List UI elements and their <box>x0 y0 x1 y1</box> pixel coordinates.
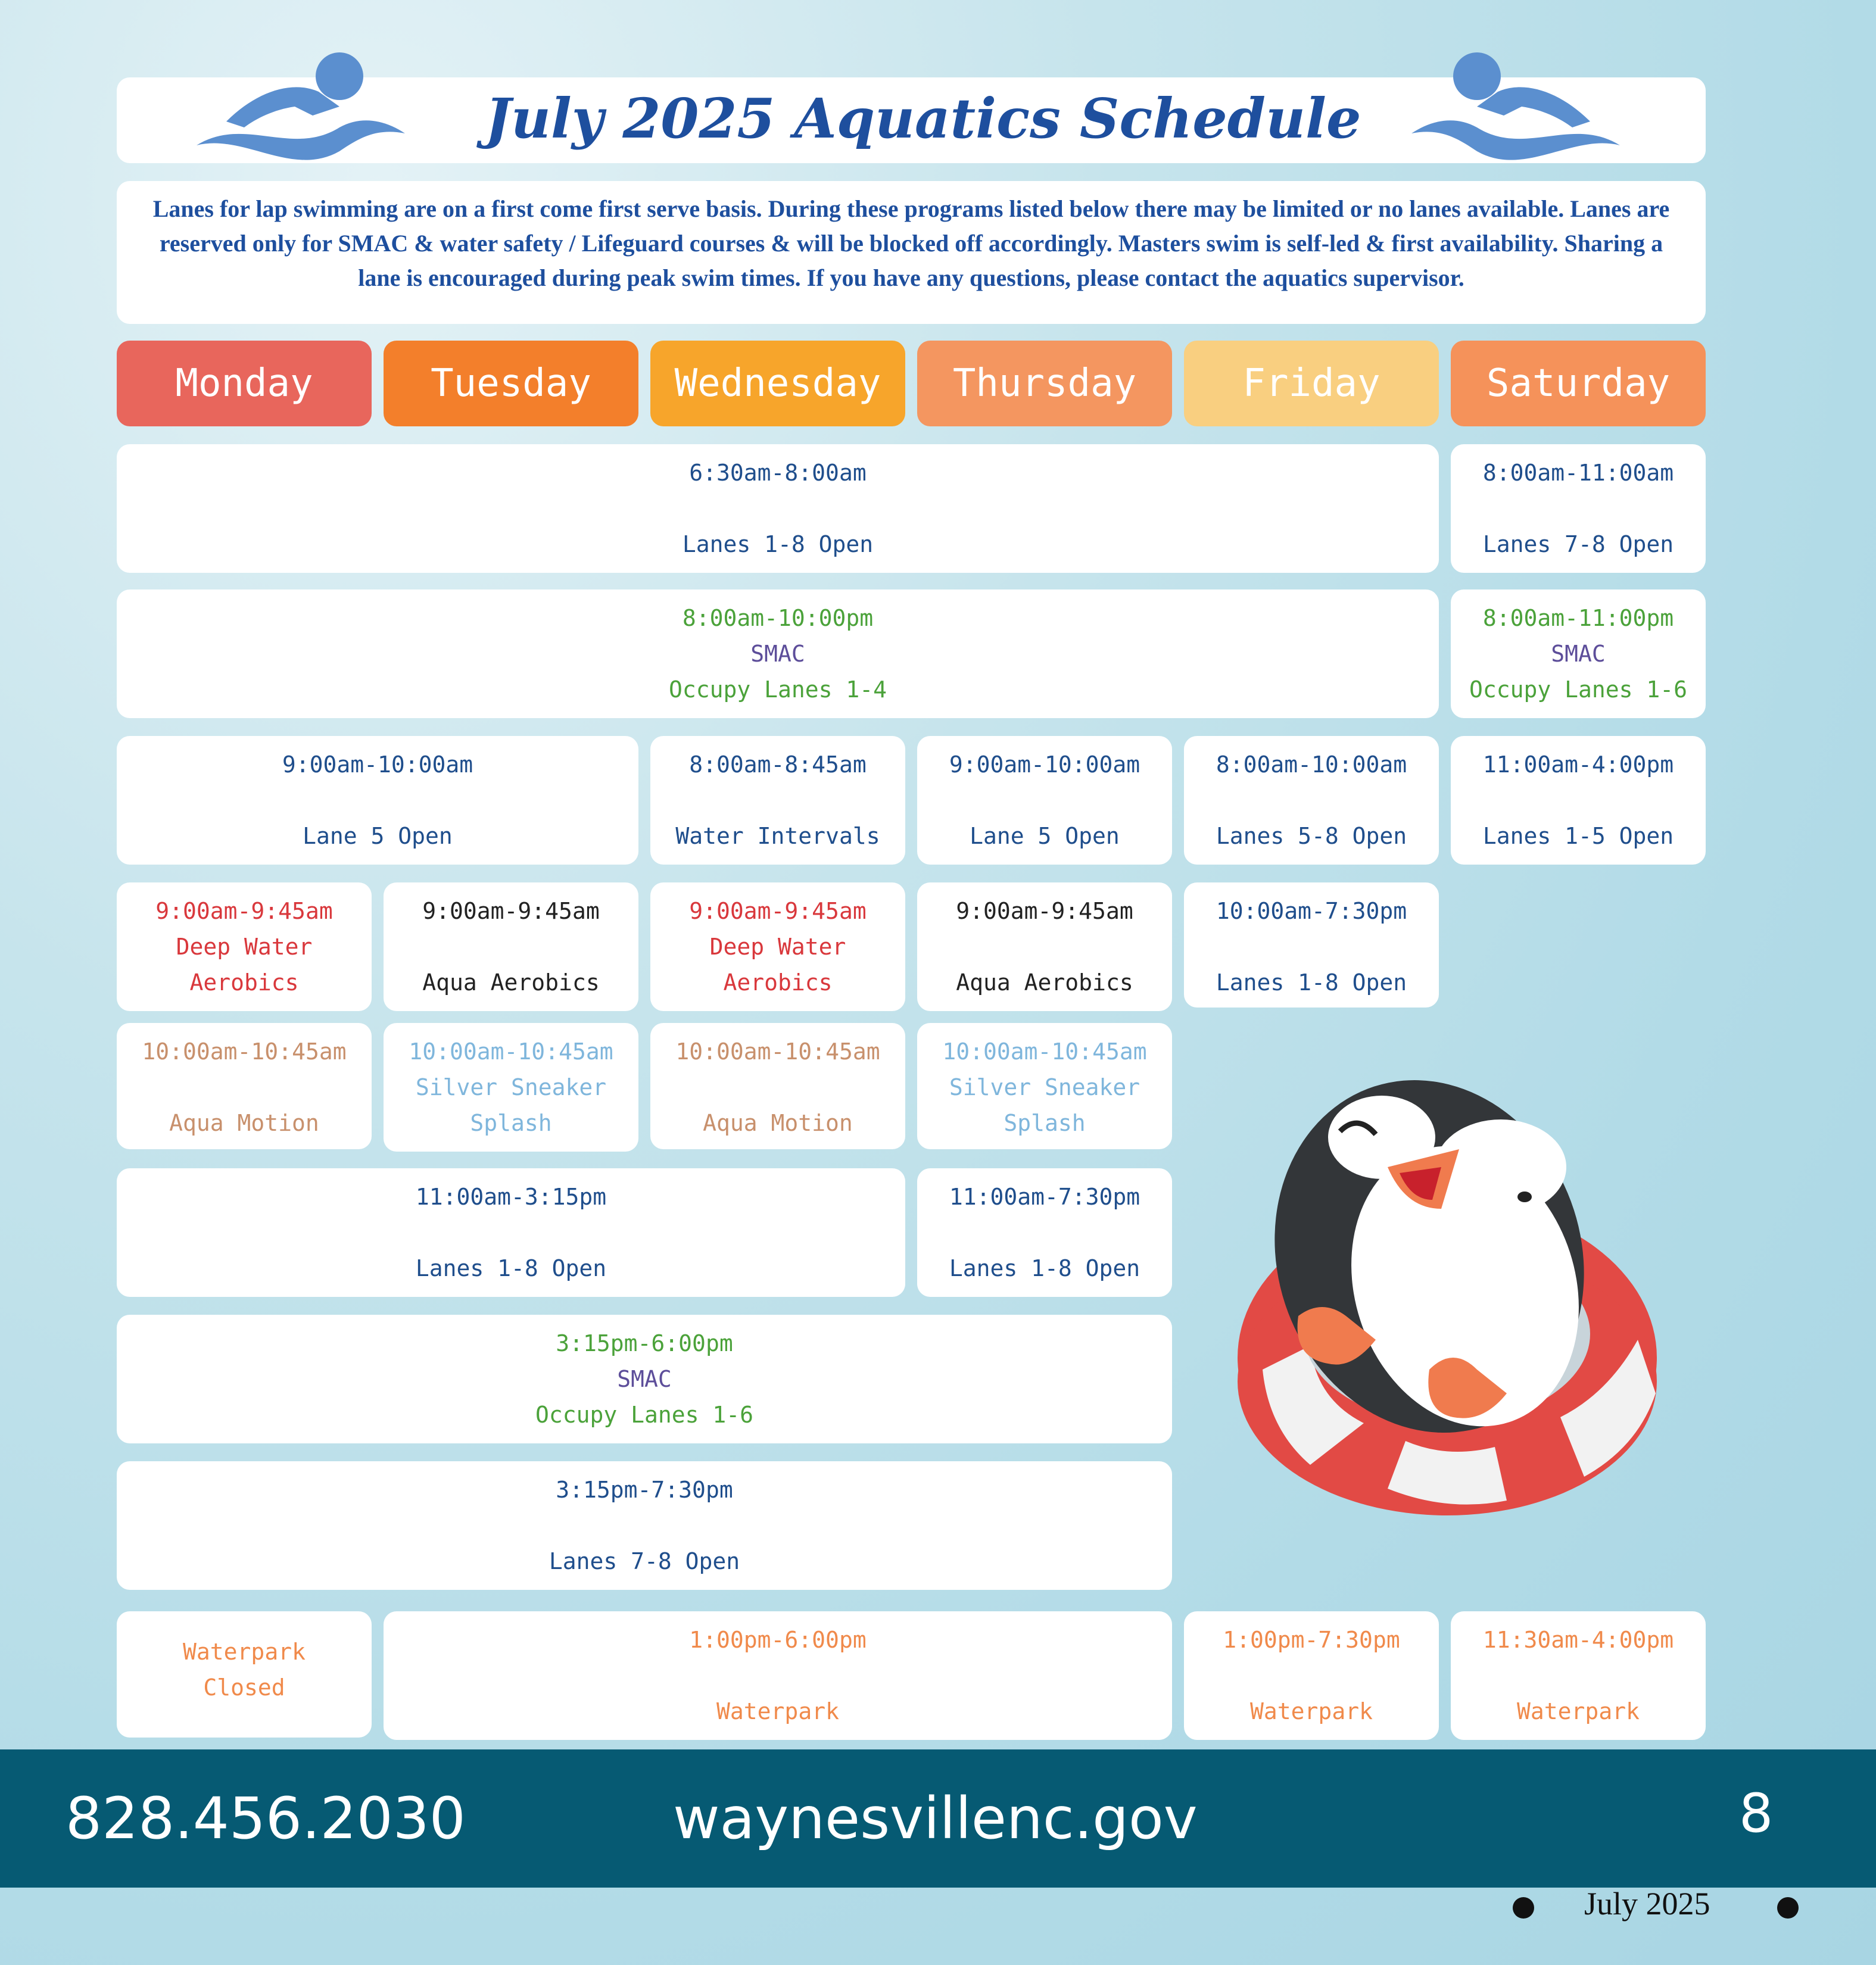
time-label: 3:15pm-6:00pm <box>556 1330 733 1356</box>
activity-label: Deep Water <box>709 934 846 960</box>
bottom-date: July 2025 <box>1584 1886 1710 1922</box>
activity-label: Waterpark <box>716 1698 839 1724</box>
schedule-card-lanes58-friday <box>1184 736 1439 865</box>
schedule-card-deep-water-wednesday <box>650 882 905 1011</box>
activity-label: Deep Water <box>176 934 313 960</box>
schedule-card-waterpark-tuethu <box>384 1611 1172 1740</box>
penguin-illustration <box>1227 1060 1679 1536</box>
bullet-dot <box>1513 1897 1534 1919</box>
schedule-card-lap-swim-saturday <box>1451 444 1706 573</box>
schedule-card-lanes18-friday <box>1184 882 1439 1008</box>
schedule-card-aqua-motion-wednesday <box>650 1023 905 1149</box>
schedule-card-waterpark-saturday <box>1451 1611 1706 1740</box>
schedule-card-smac-weekday <box>117 590 1439 718</box>
activity-label: Aqua Motion <box>703 1110 853 1136</box>
schedule-card-lanes18-thursday <box>917 1168 1172 1297</box>
activity-label: Waterpark <box>183 1639 306 1665</box>
day-header-tuesday: Tuesday <box>384 341 638 426</box>
time-label: 8:00am-8:45am <box>689 751 867 778</box>
activity-label: Lanes 1-8 Open <box>415 1255 607 1281</box>
time-label: 10:00am-10:45am <box>142 1038 347 1065</box>
schedule-card-aqua-aerobics-tuesday <box>384 882 638 1011</box>
activity-label: Aqua Aerobics <box>422 969 600 996</box>
time-label: 10:00am-7:30pm <box>1216 898 1407 924</box>
time-label: 8:00am-10:00am <box>1216 751 1407 778</box>
day-header-wednesday: Wednesday <box>650 341 905 426</box>
schedule-card-lane5-thursday <box>917 736 1172 865</box>
time-label: 1:00pm-7:30pm <box>1223 1627 1400 1653</box>
activity-label: Silver Sneaker <box>415 1074 607 1100</box>
activity-label: Waterpark <box>1250 1698 1373 1724</box>
schedule-card-aqua-aerobics-thursday <box>917 882 1172 1011</box>
activity-label: Lanes 7-8 Open <box>1482 531 1674 557</box>
schedule-card-lap-swim-weekday <box>117 444 1439 573</box>
footer-phone: 828.456.2030 <box>66 1785 466 1852</box>
activity-label: Lanes 1-8 Open <box>682 531 874 557</box>
time-label: 8:00am-10:00pm <box>682 605 874 631</box>
time-label: 10:00am-10:45am <box>409 1038 613 1065</box>
time-label: 6:30am-8:00am <box>689 460 867 486</box>
time-label: 10:00am-10:45am <box>675 1038 880 1065</box>
time-label: 9:00am-10:00am <box>282 751 473 778</box>
activity-label: Aqua Motion <box>169 1110 319 1136</box>
time-label: 11:00am-7:30pm <box>949 1184 1140 1210</box>
page-number: 8 <box>1739 1782 1774 1845</box>
schedule-card-aqua-motion-monday <box>117 1023 372 1149</box>
activity-label: Lane 5 Open <box>303 823 453 849</box>
activity-label: Lanes 1-8 Open <box>949 1255 1140 1281</box>
org-label: SMAC <box>617 1366 672 1392</box>
activity-label: Lanes 1-5 Open <box>1482 823 1674 849</box>
activity-label: Splash <box>470 1110 552 1136</box>
time-label: 11:00am-4:00pm <box>1482 751 1674 778</box>
page-title: July 2025 Aquatics Schedule <box>485 86 1361 151</box>
org-label: SMAC <box>1551 641 1606 667</box>
schedule-card-waterpark-friday <box>1184 1611 1439 1740</box>
day-header-thursday: Thursday <box>917 341 1172 426</box>
schedule-card-waterpark-monday <box>117 1611 372 1738</box>
activity-label: Aqua Aerobics <box>956 969 1133 996</box>
time-label: 8:00am-11:00pm <box>1482 605 1674 631</box>
schedule-card-lanes18-montuewed <box>117 1168 905 1297</box>
org-label: SMAC <box>750 641 805 667</box>
intro-text: Lanes for lap swimming are on a first come first serve basis. During these programs listed below there may be limited or no lanes available. Lanes are reserved only for SMAC & water safety / Lifeguard courses & will be blocked off accordingly. Masters swim is self-led & first availability. Sharing a lane is encouraged during peak swim times. If you have any questions, please contact the aquatics supervisor. <box>117 181 1706 324</box>
activity-label: Lane 5 Open <box>970 823 1120 849</box>
time-label: 9:00am-9:45am <box>155 898 333 924</box>
time-label: 9:00am-10:00am <box>949 751 1140 778</box>
schedule-card-silver-sneaker-thursday <box>917 1023 1172 1149</box>
footer-website[interactable]: waynesvillenc.gov <box>673 1785 1198 1852</box>
schedule-card-smac-afternoon <box>117 1315 1172 1443</box>
time-label: 11:00am-3:15pm <box>415 1184 607 1210</box>
activity-label: Occupy Lanes 1-6 <box>535 1402 754 1428</box>
bullet-dot <box>1777 1897 1799 1919</box>
time-label: 9:00am-9:45am <box>689 898 867 924</box>
time-label: 3:15pm-7:30pm <box>556 1477 733 1503</box>
schedule-card-lanes15-saturday <box>1451 736 1706 865</box>
day-header-monday: Monday <box>117 341 372 426</box>
schedule-card-lanes78-evening <box>117 1461 1172 1590</box>
time-label: 10:00am-10:45am <box>942 1038 1147 1065</box>
activity-label: Waterpark <box>1517 1698 1640 1724</box>
day-header-saturday: Saturday <box>1451 341 1706 426</box>
schedule-card-smac-saturday <box>1451 590 1706 718</box>
schedule-card-lane5-montue <box>117 736 638 865</box>
activity-label: Closed <box>203 1674 285 1701</box>
activity-label: Occupy Lanes 1-4 <box>668 676 887 703</box>
time-label: 9:00am-9:45am <box>956 898 1133 924</box>
schedule-card-deep-water-monday <box>117 882 372 1011</box>
time-label: 8:00am-11:00am <box>1482 460 1674 486</box>
day-header-friday: Friday <box>1184 341 1439 426</box>
activity-label: Lanes 1-8 Open <box>1216 969 1407 996</box>
schedule-card-water-intervals <box>650 736 905 865</box>
activity-label: Aerobics <box>189 969 299 996</box>
time-label: 9:00am-9:45am <box>422 898 600 924</box>
activity-label: Water Intervals <box>675 823 880 849</box>
activity-label: Aerobics <box>723 969 833 996</box>
time-label: 11:30am-4:00pm <box>1482 1627 1674 1653</box>
activity-label: Splash <box>1004 1110 1086 1136</box>
schedule-card-silver-sneaker-tuesday <box>384 1023 638 1152</box>
time-label: 1:00pm-6:00pm <box>689 1627 867 1653</box>
activity-label: Occupy Lanes 1-6 <box>1469 676 1688 703</box>
swimmer-icon <box>191 50 411 169</box>
activity-label: Lanes 5-8 Open <box>1216 823 1407 849</box>
activity-label: Lanes 7-8 Open <box>549 1548 740 1574</box>
activity-label: Silver Sneaker <box>949 1074 1140 1100</box>
